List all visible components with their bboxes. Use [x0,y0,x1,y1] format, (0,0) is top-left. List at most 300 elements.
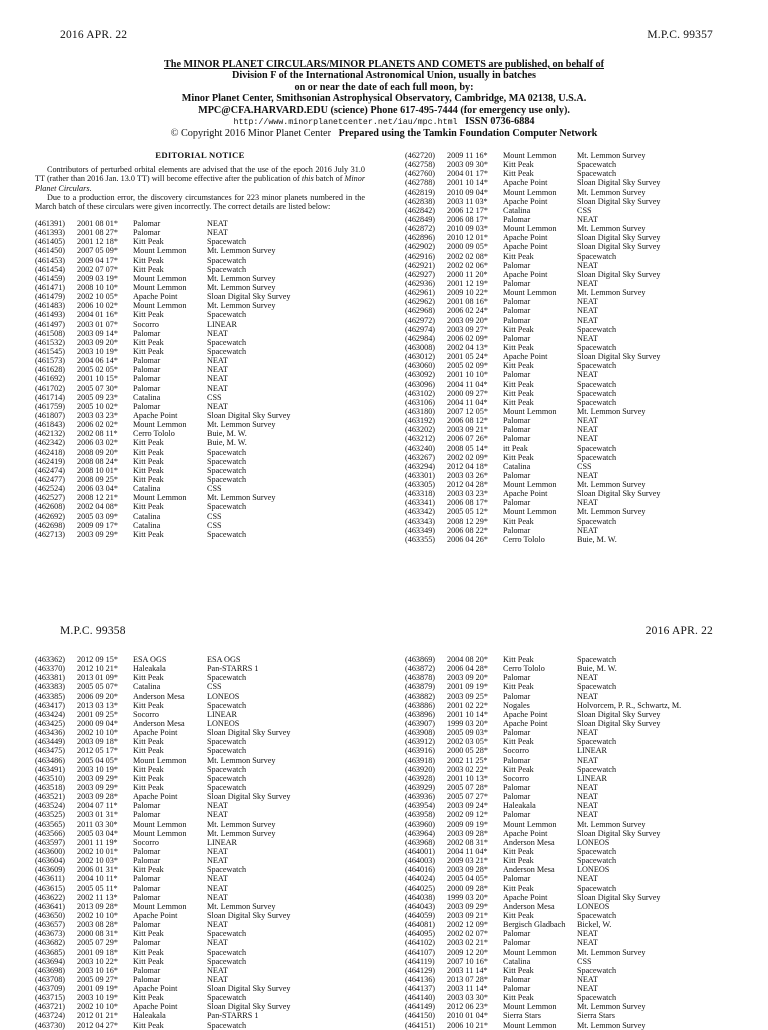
page-number: M.P.C. 99357 [647,29,713,41]
discoverer: NEAT [577,728,598,738]
discoverer: CSS [207,682,222,692]
discovery-date: 2005 07 28* [447,782,488,792]
designation: (463872) [405,664,436,674]
masthead-url[interactable]: http://www.minorplanetcenter.net/iau/mpc.html [233,118,458,128]
site: Kitt Peak [503,324,534,334]
discoverer: Spacewatch [577,342,617,352]
site: Apache Point [503,242,548,252]
discoverer: CSS [207,392,222,402]
table-row [405,820,745,829]
discoverer: Spacewatch [577,251,617,261]
site: Apache Point [133,792,178,802]
table-row [35,310,375,319]
discovery-date: 2003 01 31* [77,810,118,820]
designation: (461702) [35,383,66,393]
designation: (464024) [405,874,436,884]
designation: (463907) [405,718,436,728]
discovery-date: 2004 11 04* [447,846,488,856]
site: Mount Lemmon [133,420,187,430]
discoverer: Buie, M. W. [577,664,617,674]
table-row [35,746,375,755]
discovery-date: 2012 10 21* [77,664,118,674]
designation: (464001) [405,846,436,856]
site: Mount Lemmon [133,819,187,829]
designation: (461391) [35,219,66,228]
designation: (463597) [35,837,66,847]
discoverer: CSS [207,520,222,530]
site: Palomar [133,365,161,375]
discoverer: NEAT [207,974,228,984]
site: Catalina [503,205,531,215]
discoverer: NEAT [577,984,598,994]
table-row [405,188,745,197]
discovery-date: 2003 09 21* [447,910,488,920]
site: Apache Point [503,828,548,838]
discovery-date: 2003 09 29* [447,901,488,911]
discovery-date: 2008 12 29* [447,516,488,526]
table-row [405,838,745,847]
discovery-date: 2001 08 01* [77,219,118,228]
table-row [405,224,745,233]
discoverer: CSS [207,511,222,521]
table-row [35,219,375,228]
designation: (462758) [405,160,436,170]
table-row [35,938,375,947]
designation: (462838) [405,196,436,206]
discoverer: Mt. Lemmon Survey [577,819,646,829]
discovery-date: 2006 07 26* [447,434,488,444]
discovery-date: 2003 10 16* [77,965,118,975]
site: Apache Point [503,489,548,499]
discoverer: Spacewatch [577,655,617,664]
discovery-date: 2000 09 04* [77,718,118,728]
site: Palomar [503,974,531,984]
table-row [35,320,375,329]
table-row [405,334,745,343]
discoverer: Sloan Digital Sky Survey [207,910,291,920]
designation: (463611) [35,874,65,884]
designation: (462962) [405,297,436,307]
table-row [35,274,375,283]
designation: (464081) [405,920,436,930]
discoverer: Mt. Lemmon Survey [577,224,646,234]
discoverer: NEAT [577,434,598,444]
table-row [35,737,375,746]
discoverer: Spacewatch [207,782,247,792]
table-row [35,256,375,265]
discovery-date: 2003 09 24* [447,801,488,811]
designation: (463916) [405,746,436,756]
discovery-date: 2002 03 05* [447,737,488,747]
discoverer: Spacewatch [207,456,247,466]
table-row [405,673,745,682]
site: Catalina [133,520,161,530]
discovery-date: 2005 04 05* [77,755,118,765]
discoverer: Buie, M. W. [207,438,247,448]
site: Anderson Mesa [503,865,555,875]
discoverer: Spacewatch [207,474,247,484]
designation: (463908) [405,728,436,738]
table-row [35,493,375,502]
discovery-date: 2003 09 25* [447,691,488,701]
discovery-date: 2003 11 14* [447,984,488,994]
table-row [35,411,375,420]
designation: (464150) [405,1011,436,1021]
table-row [35,929,375,938]
table-row [35,948,375,957]
discoverer: NEAT [577,874,598,884]
masthead [0,59,768,140]
designation: (463449) [35,737,66,747]
table-row [405,535,745,544]
table-row [405,288,745,297]
page2-left-table [35,655,375,1030]
designation: (463355) [405,534,436,544]
site: Socorro [133,837,159,847]
discovery-date: 2003 09 28* [447,828,488,838]
table-row [35,228,375,237]
site: Kitt Peak [133,929,164,939]
discovery-date: 2003 09 20* [447,673,488,683]
designation: (463882) [405,691,436,701]
designation: (463929) [405,782,436,792]
discoverer: NEAT [577,470,598,480]
discovery-date: 2007 05 09* [77,246,118,256]
discovery-date: 2012 06 23* [447,1002,488,1012]
discoverer: Spacewatch [577,160,617,170]
editorial-notice [35,151,365,211]
discovery-date: 2007 10 16* [447,956,488,966]
site: Kitt Peak [133,264,164,274]
discovery-date: 2001 09 19* [447,682,488,692]
discovery-date: 2002 10 10* [77,728,118,738]
discoverer: NEAT [577,755,598,765]
site: Catalina [503,461,531,471]
discoverer: Mt. Lemmon Survey [207,301,276,311]
discovery-date: 2006 04 26* [447,534,488,544]
site: Palomar [133,856,161,866]
discovery-date: 2003 09 18* [77,737,118,747]
discoverer: Spacewatch [577,324,617,334]
site: Kitt Peak [133,956,164,966]
table-row [35,756,375,765]
table-row [405,984,745,993]
discoverer: NEAT [207,938,228,948]
site: Socorro [503,746,529,756]
discovery-date: 2005 04 05* [447,874,488,884]
designation: (463525) [35,810,66,820]
discovery-date: 2006 08 17* [447,214,488,224]
table-row [405,792,745,801]
discovery-date: 2002 08 11* [77,429,118,439]
discoverer: Mt. Lemmon Survey [577,947,646,957]
table-row [405,197,745,206]
site: Mount Lemmon [503,947,557,957]
site: Haleakala [133,664,166,674]
site: Palomar [503,691,531,701]
table-row [35,374,375,383]
table-row [405,1021,745,1030]
designation: (462916) [405,251,436,261]
discovery-date: 2001 08 16* [447,297,488,307]
site: Kitt Peak [503,993,534,1003]
discoverer: Mt. Lemmon Survey [577,288,646,298]
discoverer: NEAT [207,401,228,411]
discovery-date: 2003 09 20* [447,315,488,325]
site: Anderson Mesa [503,901,555,911]
designation: (464016) [405,865,436,875]
site: Palomar [503,297,531,307]
discoverer: Mt. Lemmon Survey [207,901,276,911]
designation: (463622) [35,892,66,902]
discovery-date: 2002 04 08* [77,502,118,512]
designation: (463920) [405,764,436,774]
discoverer: NEAT [207,801,228,811]
discoverer: Spacewatch [577,682,617,692]
discovery-date: 2006 10 21* [447,1020,488,1030]
discovery-date: 2008 12 21* [77,493,118,503]
discovery-date: 2010 09 04* [447,187,488,197]
discoverer: Spacewatch [577,379,617,389]
table-row [405,233,745,242]
designation: (463879) [405,682,436,692]
site: Kitt Peak [133,255,164,265]
designation: (463878) [405,673,436,683]
site: Palomar [503,874,531,884]
discoverer: Sierra Stars [577,1011,615,1021]
site: Apache Point [503,269,548,279]
designation: (462936) [405,278,436,288]
discovery-date: 2001 10 14* [447,709,488,719]
discoverer: LONEOS [207,691,240,701]
discovery-date: 2003 08 28* [77,920,118,930]
page2-right-table [405,655,745,1030]
table-row [405,783,745,792]
site: Sierra Stars [503,1011,541,1021]
table-row [405,325,745,334]
site: Apache Point [133,410,178,420]
table-row [35,820,375,829]
masthead-line2: Division F of the International Astronomical Union, usually in batches [232,70,536,82]
site: Apache Point [133,910,178,920]
designation: (463417) [35,700,66,710]
table-row [35,356,375,365]
site: Kitt Peak [133,947,164,957]
site: Mount Lemmon [503,224,557,234]
site: Kitt Peak [503,846,534,856]
site: Palomar [133,874,161,884]
discoverer: Mt. Lemmon Survey [577,480,646,490]
discovery-date: 2004 08 20* [447,655,488,664]
discoverer: LONEOS [577,837,610,847]
table-row [405,893,745,902]
site: Socorro [503,773,529,783]
discoverer: Mt. Lemmon Survey [577,151,646,160]
designation: (461508) [35,328,66,338]
site: ESA OGS [133,655,167,664]
designation: (463715) [35,993,66,1003]
discovery-date: 2003 09 29* [77,529,118,539]
table-row [405,719,745,728]
table-row [35,829,375,838]
discoverer: Spacewatch [207,746,247,756]
discovery-date: 2003 09 28* [77,792,118,802]
table-row [405,810,745,819]
table-row [405,261,745,270]
discoverer: Holvorcem, P. R., Schwartz, M. [577,700,682,710]
discoverer: Spacewatch [207,346,247,356]
table-row [405,370,745,379]
site: Kitt Peak [503,856,534,866]
discovery-date: 2009 10 22* [447,288,488,298]
site: Palomar [503,728,531,738]
discovery-date: 2009 11 16* [447,151,488,160]
site: Mount Lemmon [503,819,557,829]
discovery-date: 2009 12 20* [447,947,488,957]
site: Kitt Peak [503,910,534,920]
designation: (463240) [405,443,436,453]
designation: (464136) [405,974,436,984]
table-row [35,475,375,484]
table-row [405,407,745,416]
site: Mount Lemmon [133,246,187,256]
discovery-date: 2008 05 14* [447,443,488,453]
discovery-date: 2000 09 27* [447,388,488,398]
discoverer: Spacewatch [207,865,247,875]
discoverer: NEAT [577,333,598,343]
designation: (463936) [405,792,436,802]
discovery-date: 2002 08 31* [447,837,488,847]
discovery-date: 2006 10 02* [77,301,118,311]
table-row [35,1002,375,1011]
discovery-date: 2002 10 01* [77,846,118,856]
designation: (462896) [405,233,436,243]
table-row [35,957,375,966]
page1-left-table [35,219,375,539]
discoverer: Sloan Digital Sky Survey [577,178,661,188]
designation: (463709) [35,984,66,994]
discoverer: Sloan Digital Sky Survey [577,269,661,279]
designation: (463958) [405,810,436,820]
discoverer: NEAT [207,920,228,930]
discoverer: Mt. Lemmon Survey [207,273,276,283]
discovery-date: 2001 09 18* [77,947,118,957]
discoverer: CSS [577,461,592,471]
designation: (462984) [405,333,436,343]
table-row [405,444,745,453]
table-row [405,746,745,755]
table-row [35,237,375,246]
discoverer: Mt. Lemmon Survey [207,420,276,430]
discoverer: Pan-STARRS 1 [207,664,259,674]
discoverer: Spacewatch [207,993,247,1003]
designation: (464102) [405,938,436,948]
designation: (461628) [35,365,66,375]
site: Palomar [503,425,531,435]
table-row [405,242,745,251]
designation: (463096) [405,379,436,389]
discovery-date: 2012 04 18* [447,461,488,471]
page2-date: 2016 APR. 22 [645,625,713,637]
discovery-date: 2012 04 28* [447,480,488,490]
table-row [405,206,745,215]
site: Mount Lemmon [503,151,557,160]
designation: (463301) [405,470,436,480]
site: Mount Lemmon [133,493,187,503]
designation: (463521) [35,792,66,802]
site: Palomar [503,782,531,792]
designation: (464129) [405,965,436,975]
discoverer: Spacewatch [577,910,617,920]
discoverer: Spacewatch [207,1020,247,1030]
discoverer: CSS [577,205,592,215]
site: Palomar [503,673,531,683]
table-row [35,265,375,274]
site: Palomar [503,306,531,316]
discoverer: Spacewatch [577,452,617,462]
table-row [35,457,375,466]
discoverer: Spacewatch [207,310,247,320]
discovery-date: 2013 01 09* [77,673,118,683]
editorial-para2: Due to a production error, the discovery circumstances for 223 minor planets numbered in the March batch of these circulars were given incorrectly. The correct details are listed below: [35,192,365,212]
table-row [35,301,375,310]
site: Kitt Peak [133,773,164,783]
discoverer: NEAT [207,228,228,238]
discovery-date: 2008 08 24* [77,456,118,466]
table-row [405,316,745,325]
discoverer: NEAT [207,365,228,375]
discovery-date: 2004 01 17* [447,169,488,179]
designation: (463928) [405,773,436,783]
discovery-date: 2006 01 31* [77,865,118,875]
table-row [405,389,745,398]
site: Mount Lemmon [503,187,557,197]
site: itt Peak [503,443,528,453]
designation: (462419) [35,456,66,466]
discoverer: NEAT [207,965,228,975]
designation: (464119) [405,956,435,966]
table-row [35,466,375,475]
table-row [405,884,745,893]
discoverer: Buie, M. W. [577,534,617,544]
site: Palomar [503,214,531,224]
site: Apache Point [133,984,178,994]
site: Mount Lemmon [133,901,187,911]
site: Kitt Peak [133,737,164,747]
site: Palomar [133,810,161,820]
designation: (464137) [405,984,436,994]
site: Anderson Mesa [133,718,185,728]
designation: (463212) [405,434,436,444]
site: Apache Point [503,178,548,188]
discovery-date: 2002 10 03* [77,856,118,866]
discovery-date: 2009 03 19* [77,273,118,283]
designation: (464107) [405,947,436,957]
designation: (463685) [35,947,66,957]
site: Kitt Peak [133,447,164,457]
discoverer: Sloan Digital Sky Survey [577,828,661,838]
site: Kitt Peak [503,655,534,664]
table-row [35,783,375,792]
table-row [405,701,745,710]
table-row [35,710,375,719]
discovery-date: 2006 08 12* [447,416,488,426]
discovery-date: 2005 05 12* [447,507,488,517]
designation: (463964) [405,828,436,838]
discoverer: Spacewatch [577,993,617,1003]
designation: (461497) [35,319,66,329]
table-row [405,471,745,480]
